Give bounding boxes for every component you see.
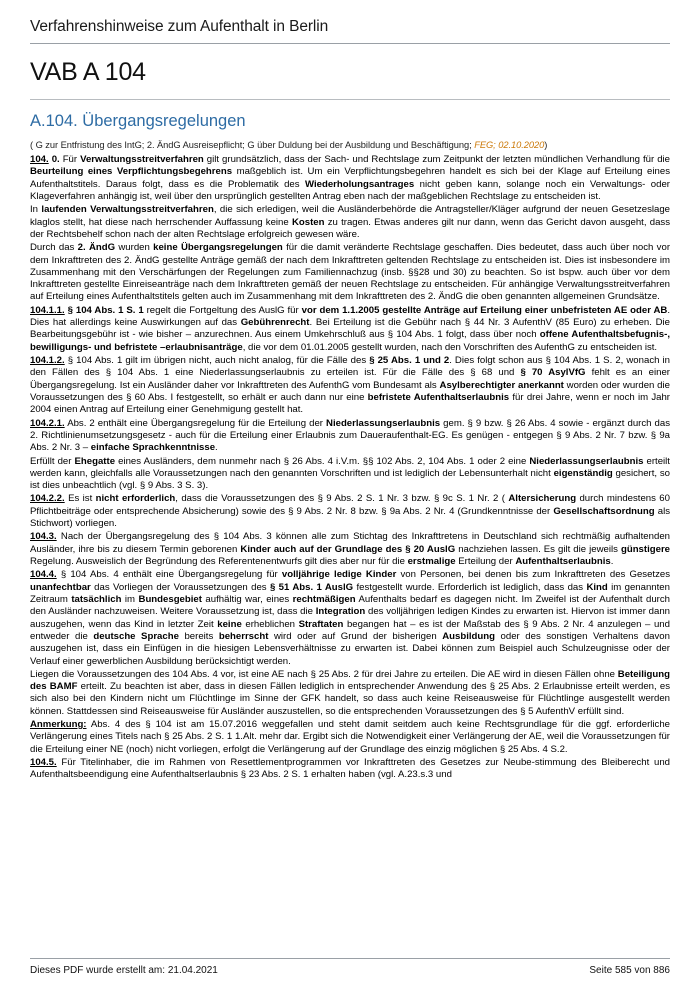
body-paragraph: 104.5. Für Titelinhaber, die im Rahmen von Resettlementprogrammen vor Inkrafttreten des Gesetzes zur Neube-stimmung des Bleiberecht und Aufenthaltsbeendigung eine Aufenthaltserlaubnis § 23 Abs. 2 S. 1 erhalten haben (vgl. A.23.s.3 und (30, 757, 670, 781)
body-paragraph: 104.2.2. Es ist nicht erforderlich, dass die Voraussetzungen des § 9 Abs. 2 S. 1 Nr. 3 bzw. § 9c S. 1 Nr. 2 ( Altersicherung durch mindestens 60 Pflichtbeiträge oder entsprechende Absicherung) sowie des § 9 Abs. 2 Nr. 8 bzw. § 9a Abs. 2 Nr. 4 (Grundkenntnisse der Gesellschaftsordnung als Stichwort) vorliegen. (30, 493, 670, 530)
section-title: A.104. Übergangsregelungen (30, 112, 246, 130)
body-paragraph: 104.3. Nach der Übergangsregelung des § 104 Abs. 3 können alle zum Stichtag des Inkrafttretens in Deutschland sich rechtmäßig aufhaltenden Ausländer, ihre bis zu diesem Termin geborenen Kinder auch auf der Grundlage des § 20 AuslG nachziehen lassen. Es gilt die jeweils günstigere Regelung. Ausweislich der Begründung des Referentenentwurfs gilt dies aber nur für die erstmalige Erteilung der Aufenthaltserlaubnis. (30, 531, 670, 567)
footer-page-number: Seite 585 von 886 (589, 965, 670, 976)
body-paragraph: Durch das 2. ÄndG wurden keine Übergangsregelungen für die damit veränderte Rechtslage geschaffen. Dies bedeutet, dass auch über noch vor dem Inkrafttreten des 2. ÄndG gestellte Anträge gemäß der nach dem Inkrafttreten geltenden Rechtslage zu entscheiden ist. Dies ist insbesondere im Zusammenhang mit den Verschärfungen der Regelungen zum Familiennachzug (insb. §§28 und 30) zu beachten. So ist bspw. auch über vor dem Inkrafttreten gestellte Einreiseanträge nach dem Inkrafttreten gemäß der neuen Rechtslage zu entscheiden. Für anhängige Verwaltungsstreitverfahren auf Erteilung eines Aufenthaltstitels gelten auch im Zusammenhang mit dem Inkrafttreten des 2. ÄndG die oben genannten allgemeinen Grundsätze. (30, 242, 670, 303)
body-paragraph: In laufenden Verwaltungsstreitverfahren, die sich erledigen, weil die Ausländerbehörde die Antragsteller/Kläger aufgrund der neuen Gesetzeslage klaglos stellt, hat diese nach herrschender Auffassung keine Kosten zu tragen. Etwas anderes gilt nur dann, wenn das Gericht davon ausgeht, dass der Rechtsbehelf schon nach der alten Rechtslage erfolgreich gewesen wäre. (30, 204, 670, 240)
page-footer (30, 958, 670, 976)
amendment-note-suffix: ) (544, 140, 548, 150)
body-paragraph: Anmerkung: Abs. 4 des § 104 ist am 15.07.2016 weggefallen und steht damit seitdem auch keine Rechtsgrundlage für die ggf. erforderliche Verlängerung eines Titels nach § 25 Abs. 2 S. 1 1.Alt. mehr dar. Ergibt sich die Notwendigkeit einer Verlängerung der AE, weil die Voraussetzungen für die Erteilung einer NE (noch) nicht vorliegen, erfolgt die Verlängerung auf der Grundlage des einzig möglichen § 25 Abs. 4 S.2. (30, 719, 670, 755)
footer-created-date: Dieses PDF wurde erstellt am: 21.04.2021 (30, 965, 218, 976)
document-body (30, 154, 670, 990)
body-paragraph: Erfüllt der Ehegatte eines Ausländers, dem nunmehr nach § 26 Abs. 4 i.V.m. §§ 102 Abs. 2, 104 Abs. 1 oder 2 eine Niederlassungserlaubnis erteilt werden kann, gleichfalls alle Voraussetzungen nach den genannten Vorschriften und ist lediglich der Lebensunterhalt nicht eigenständig gesichert, so ist dies unbeachtlich (vgl. § 9 Abs. 3 S. 3). (30, 455, 670, 492)
body-paragraph: 104. 0. Für Verwaltungsstreitverfahren gilt grundsätzlich, dass der Sach- und Rechtslage zum Zeitpunkt der letzten mündlichen Verhandlung für die Beurteilung eines Verpflichtungsbegehrens maßgeblich ist. Um ein Verpflichtungsbegehren handelt es sich bei der Klage auf Erteilung eines Aufenthaltstitels. Daraus folgt, dass es die Problematik des Wiederholungsantrages nicht geben kann, solange noch ein Verwaltungs- oder Klageverfahren anhängig ist, weil über den ursprünglich gestellten Antrag eben nach der maßgeblichen Rechtslage zu entscheiden ist. (30, 154, 670, 202)
document-code-title: VAB A 104 (30, 58, 146, 86)
body-paragraph: 104.1.2. § 104 Abs. 1 gilt im übrigen nicht, auch nicht analog, für die Fälle des § 25 Abs. 1 und 2. Dies folgt schon aus § 104 Abs. 1 S. 2, wonach in den Fällen des § 104 Abs. 1 eine Niederlassungserlaubnis zu erteilen ist. Für die Fälle des § 68 und § 70 AsylVfG fehlt es an einer Übergangsregelung. Ist ein Ausländer daher vor Inkrafttreten des AufenthG vom Bundesamt als Asylberechtigter anerkannt worden oder wurden die Voraussetzungen des § 60 Abs. I festgestellt, so erhält er auch dann nur eine befristete Aufenthaltserlaubnis für drei Jahre, wenn er noch im Jahr 2004 einen Antrag auf Erteilung einer Genehmigung gestellt hat. (30, 355, 670, 416)
amendment-note (30, 140, 670, 150)
body-paragraph: 104.2.1. Abs. 2 enthält eine Übergangsregelung für die Erteilung der Niederlassungserlaubnis gem. § 9 bzw. § 26 Abs. 4 sowie - ergänzt durch das 2. Richtlinienumsetzungsgesetz - auch für die Erteilung einer Erlaubnis zum Daueraufenthalt-EG. Es genügen - entgegen § 9 Abs. 2 Nr. 7 bzw. § 9a Abs. 2 Nr. 3 – einfache Sprachkenntnisse. (30, 417, 670, 454)
body-paragraph: 104.4. § 104 Abs. 4 enthält eine Übergangsregelung für volljährige ledige Kinder von Personen, bei denen bis zum Inkrafttreten des Gesetzes unanfechtbar das Vorliegen der Voraussetzungen des § 51 Abs. 1 AuslG festgestellt wurde. Erforderlich ist lediglich, dass das Kind im genannten Zeitraum tatsächlich im Bundesgebiet aufhältig war, eines rechtmäßigen Aufenthalts bedarf es dagegen nicht. Im Zweifel ist der Aufenthalt durch den Ausländer nachzuweisen. Weitere Voraussetzung ist, dass die Integration des volljährigen ledigen Kindes zu erwarten ist. Hiervon ist immer dann auszugehen, wenn das Kind in letzter Zeit keine erheblichen Straftaten begangen hat – es ist der Maßstab des § 9 Abs. 2 Nr. 4 anzulegen – und entweder die deutsche Sprache bereits beherrscht wird oder auf Grund der bisherigen Ausbildung oder des sonstigen Verhaltens davon auszugehen ist, dass ein Einfügen in die hiesigen Lebensverhältnisse zu erwarten ist. Dabei können zum Beispiel auch Schulzeugnisse oder der Verlauf einer gewerblichen Ausbildung berücksichtigt werden. (30, 569, 670, 667)
header-divider (30, 43, 670, 44)
body-paragraph: 104.1.1. § 104 Abs. 1 S. 1 regelt die Fortgeltung des AuslG für vor dem 1.1.2005 gestellte Anträge auf Erteilung einer unbefristeten AE oder AB. Dies hat allerdings keine Auswirkungen auf das Gebührenrecht. Bei Erteilung ist die Gebühr nach § 44 Nr. 3 AufenthV (85 Euro) zu erheben. Die Bearbeitungsgebühr ist - wie bisher – anzurechnen. Aus einem Umkehrschluß aus § 104 Abs. 1 folgt, dass über noch offene Aufenthaltsbefugnis-, bewilligungs- und befristete –erlaubnisanträge, die vor dem 01.01.2005 gestellt wurden, nach den Vorschriften des AufenthG zu entscheiden ist. (30, 304, 670, 353)
title-divider (30, 99, 670, 100)
amendment-note-feg: FEG; 02.10.2020 (474, 140, 545, 150)
document-header-title: Verfahrenshinweise zum Aufenthalt in Berlin (30, 18, 329, 35)
body-paragraph: Liegen die Voraussetzungen des 104 Abs. 4 vor, ist eine AE nach § 25 Abs. 2 für drei Jahre zu erteilen. Die AE wird in diesen Fällen ohne Beteiligung des BAMF erteilt. Zu beachten ist aber, dass in diesen Fällen lediglich in entsprechender Anwendung des § 25 Abs. 2 Erlaubnisse erteilt werden, es sich also bei den Kindern nicht um Flüchtlinge im Sinne der GFK handelt, so dass auch keine Reiseausweise für Flüchtlinge ausgestellt werden können. Stattdessen sind Reiseausweise für Ausländer auszustellen, so die entsprechenden Voraussetzungen des § 5 AufenthV erfüllt sind. (30, 668, 670, 717)
footer-divider (30, 958, 670, 959)
amendment-note-prefix: ( G zur Entfristung des IntG; 2. ÄndG Ausreisepflicht; G über Duldung bei der Ausbildung und Beschäftigung; (30, 140, 475, 150)
